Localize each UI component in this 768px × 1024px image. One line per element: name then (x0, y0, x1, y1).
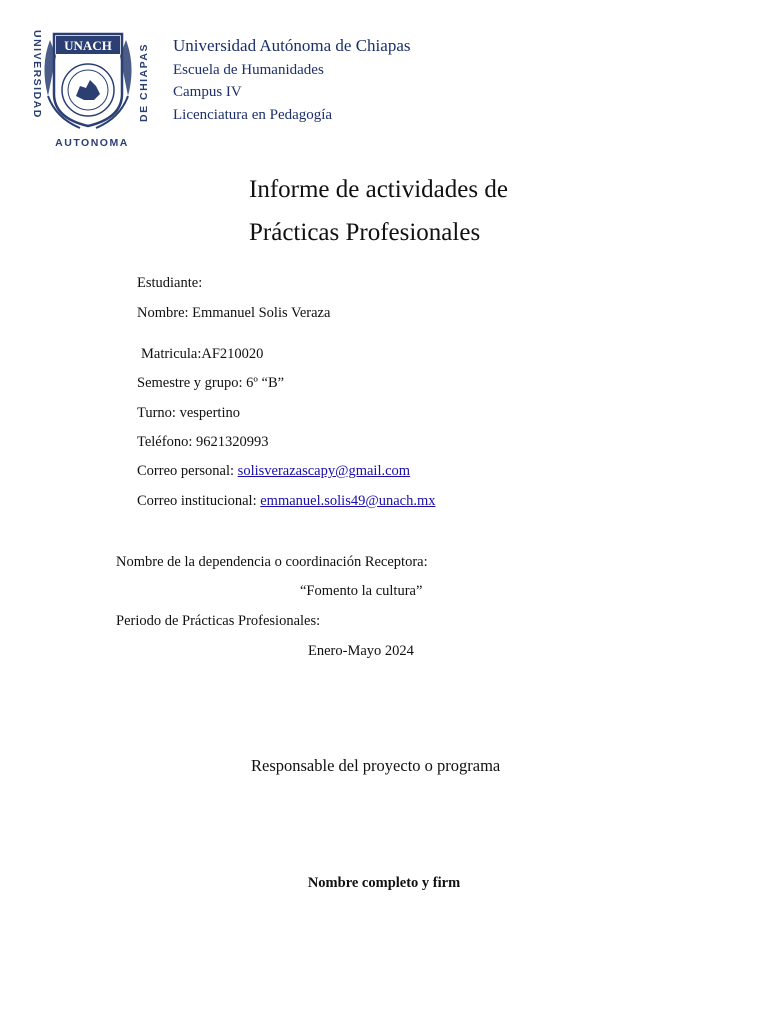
period-label: Periodo de Prácticas Profesionales: (116, 613, 321, 629)
student-semester: Semestre y grupo: 6º “B” (137, 375, 285, 391)
institutional-email-label: Correo institucional: (137, 493, 261, 509)
signature-label: Nombre completo y firm (307, 875, 461, 891)
period-value: Enero-Mayo 2024 (308, 643, 414, 659)
student-heading: Estudiante: (137, 275, 203, 291)
university-name: Universidad Autónoma de Chiapas (173, 36, 411, 55)
student-turno: Turno: vespertino (137, 405, 240, 421)
campus-name: Campus IV (173, 84, 242, 100)
dependency-value: “Fomento la cultura” (300, 583, 423, 599)
institutional-email-link[interactable]: emmanuel.solis49@unach.mx (260, 493, 436, 509)
logo-shield-text: UNACH (64, 38, 112, 53)
school-name: Escuela de Humanidades (173, 62, 324, 78)
document-title-line1: Informe de actividades de (249, 176, 508, 203)
university-logo (26, 26, 160, 150)
personal-email-link[interactable]: solisverazascapy@gmail.com (237, 463, 411, 479)
logo-shield (44, 34, 131, 128)
logo-text-right: DE CHIAPAS (138, 43, 150, 122)
document-title-line2: Prácticas Profesionales (249, 219, 481, 246)
student-telefono: Teléfono: 9621320993 (137, 434, 269, 450)
personal-email-row (137, 463, 410, 480)
student-name: Nombre: Emmanuel Solis Veraza (137, 305, 331, 321)
personal-email-label: Correo personal: (137, 463, 238, 479)
dependency-label: Nombre de la dependencia o coordinación Receptora: (116, 554, 428, 570)
logo-text-bottom: AUTONOMA (55, 137, 129, 149)
unach-seal-icon (26, 26, 160, 150)
responsible-heading: Responsable del proyecto o programa (251, 756, 501, 775)
program-name: Licenciatura en Pedagogía (173, 107, 333, 123)
logo-text-left: UNIVERSIDAD (31, 30, 43, 119)
student-matricula: Matricula:AF210020 (141, 346, 264, 362)
institutional-email-row (137, 493, 435, 510)
